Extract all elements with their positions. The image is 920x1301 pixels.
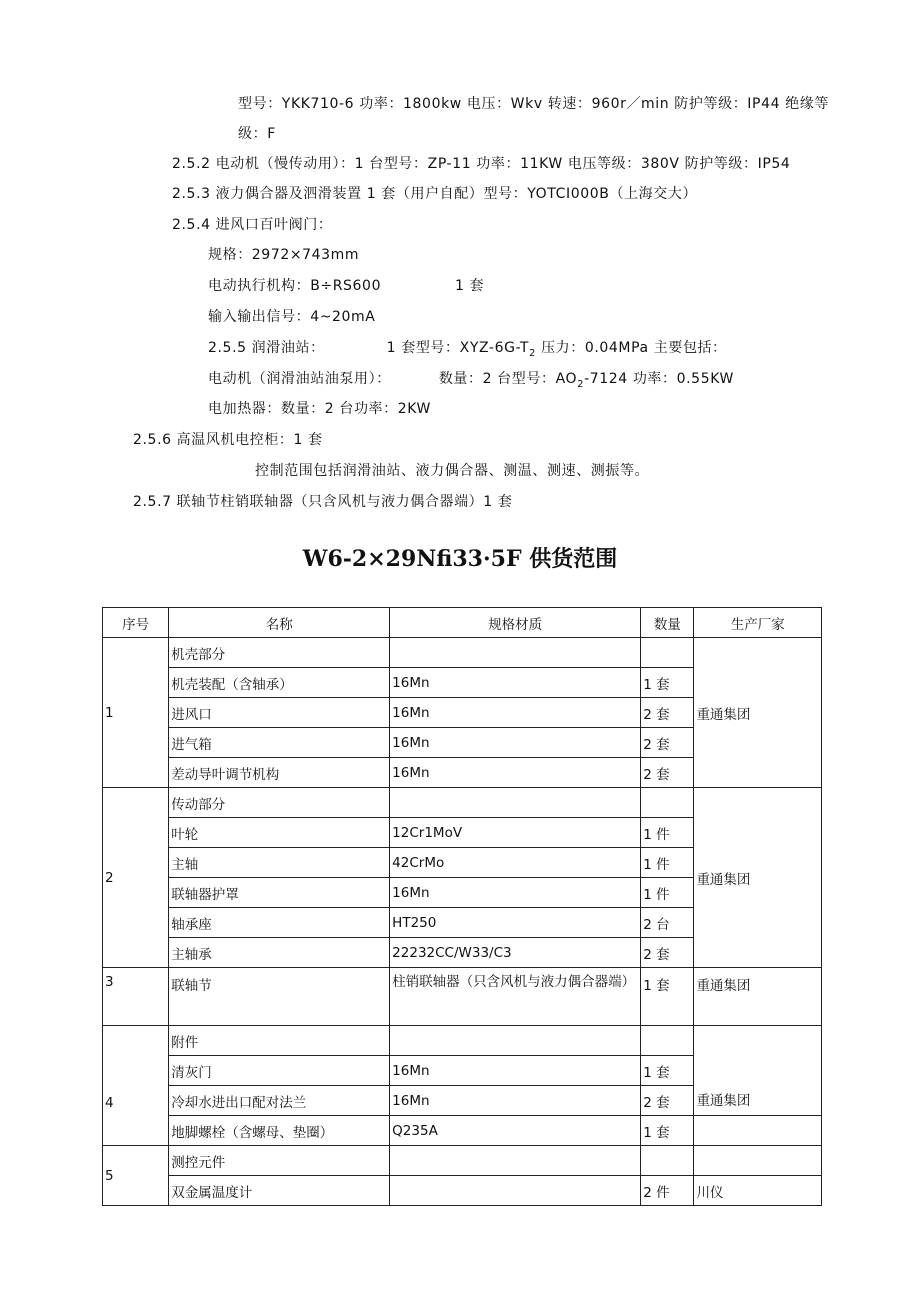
item-spec: HT250 [390, 908, 641, 938]
spec-line-size: 规格：2972×743mm [208, 247, 360, 263]
item-name: 传动部分 [169, 788, 390, 818]
group-no: 1 [103, 638, 169, 788]
table-row [103, 1146, 822, 1176]
group-maker: 重通集团 [694, 788, 822, 968]
item-spec: 22232CC/W33/C3 [390, 938, 641, 968]
header-qty: 数量 [641, 608, 694, 638]
item-spec: 16Mn [390, 1086, 641, 1116]
item-spec: 16Mn [390, 1056, 641, 1086]
item-name: 附件 [169, 1026, 390, 1056]
table-row [103, 1176, 822, 1206]
table-row [103, 638, 822, 668]
item-spec: 42CrMo [390, 848, 641, 878]
item-qty: 1 件 [641, 848, 694, 878]
group-no: 3 [103, 968, 169, 1026]
table-header-row [103, 608, 822, 638]
item-spec [390, 1146, 641, 1176]
item-name: 机壳部分 [169, 638, 390, 668]
item-qty: 2 套 [641, 698, 694, 728]
spec-line-slow-motor: 2.5.2 电动机（慢传动用）：1 台型号：ZP-11 功率：11KW 电压等级：380V 防护等级：IP54 [172, 156, 791, 172]
item-spec [390, 788, 641, 818]
item-name: 叶轮 [169, 818, 390, 848]
spec-line-oil-station [208, 338, 727, 364]
item-name: 差动导叶调节机构 [169, 758, 390, 788]
header-no: 序号 [103, 608, 169, 638]
item-spec [390, 1176, 641, 1206]
item-qty: 1 套 [641, 1116, 694, 1146]
item-name: 联轴器护罩 [169, 878, 390, 908]
item-name: 清灰门 [169, 1056, 390, 1086]
header-spec: 规格材质 [390, 608, 641, 638]
item-name: 地脚螺栓（含螺母、垫圈） [169, 1116, 390, 1146]
spec-line-coupling: 2.5.7 联轴节柱销联轴器（只含风机与液力偶合器端）1 套 [133, 494, 513, 510]
oil-pump-power: -7124 功率：0.55KW [584, 371, 734, 387]
spec-line-signal: 输入输出信号：4~20mA [208, 309, 376, 325]
item-spec: 16Mn [390, 758, 641, 788]
table-row [103, 788, 822, 818]
table-row [103, 1116, 822, 1146]
item-qty [641, 1026, 694, 1056]
item-maker: 川仪 [694, 1176, 822, 1206]
item-qty: 2 套 [641, 938, 694, 968]
group-no: 5 [103, 1146, 169, 1206]
item-qty: 1 套 [641, 1056, 694, 1086]
item-qty: 2 套 [641, 728, 694, 758]
header-name: 名称 [169, 608, 390, 638]
oil-pump-label: 电动机（润滑油站油泵用）： [208, 371, 391, 387]
oil-station-model: 1 套型号：XYZ-6G-T [386, 340, 530, 356]
spec-line-louver: 2.5.4 进风口百叶阀门： [172, 217, 333, 233]
item-name: 联轴节 [169, 968, 390, 1026]
item-name: 进风口 [169, 698, 390, 728]
item-qty [641, 638, 694, 668]
table-row [103, 1026, 822, 1056]
spec-line-oil-pump-motor [208, 369, 734, 395]
item-qty: 2 套 [641, 758, 694, 788]
item-name: 轴承座 [169, 908, 390, 938]
group-maker: 重通集团 [694, 1026, 822, 1116]
item-qty: 1 套 [641, 968, 694, 1026]
item-maker [694, 1146, 822, 1176]
spec-line-motor-model: 型号：YKK710-6 功率：1800kw 电压：Wkv 转速：960r／min 防护等级：IP44 绝缘等 [238, 96, 829, 112]
table-row [103, 968, 822, 1026]
spec-line-control-scope: 控制范围包括润滑油站、液力偶合器、测温、测速、测振等。 [255, 463, 650, 479]
group-maker-empty [694, 1116, 822, 1146]
item-spec: Q235A [390, 1116, 641, 1146]
spec-line-actuator-qty: 1 套 [455, 278, 485, 294]
item-name: 冷却水进出口配对法兰 [169, 1086, 390, 1116]
item-qty [641, 788, 694, 818]
oil-station-label: 2.5.5 润滑油站： [208, 340, 325, 356]
oil-station-pressure: 压力：0.04MPa 主要包括： [536, 340, 727, 356]
item-qty: 1 套 [641, 668, 694, 698]
table-title: W6-2×29Nfi33·5F 供货范围 [302, 546, 618, 572]
spec-line-control-cabinet: 2.5.6 高温风机电控柜：1 套 [133, 432, 323, 448]
item-qty: 2 套 [641, 1086, 694, 1116]
item-spec: 16Mn [390, 728, 641, 758]
spec-line-heater: 电加热器：数量：2 台功率：2KW [208, 401, 431, 417]
header-maker: 生产厂家 [694, 608, 822, 638]
group-no: 2 [103, 788, 169, 968]
group-maker: 重通集团 [694, 638, 822, 788]
item-name: 主轴 [169, 848, 390, 878]
item-name: 双金属温度计 [169, 1176, 390, 1206]
item-qty: 2 件 [641, 1176, 694, 1206]
item-spec [390, 638, 641, 668]
item-name: 测控元件 [169, 1146, 390, 1176]
item-spec: 16Mn [390, 878, 641, 908]
item-qty: 1 件 [641, 878, 694, 908]
spec-line-coupler: 2.5.3 液力偶合器及泗滑装置 1 套（用户自配）型号：YOTCI000B（上海交大） [172, 186, 698, 202]
item-name: 机壳装配（含轴承） [169, 668, 390, 698]
item-spec: 柱销联轴器（只含风机与液力偶合器端） [390, 968, 641, 1026]
item-spec: 16Mn [390, 668, 641, 698]
spec-line-actuator: 电动执行机构：B÷RS600 [208, 278, 382, 294]
oil-pump-model-sub: 2 [577, 378, 585, 390]
item-qty: 1 件 [641, 818, 694, 848]
oil-pump-model: 数量：2 台型号：AO [438, 371, 578, 387]
supply-scope-table [102, 607, 822, 1206]
group-no: 4 [103, 1026, 169, 1146]
group-maker: 重通集团 [694, 968, 822, 1026]
item-spec [390, 1026, 641, 1056]
item-spec: 12Cr1MoV [390, 818, 641, 848]
oil-station-model-sub: 2 [529, 347, 537, 359]
item-name: 主轴承 [169, 938, 390, 968]
item-name: 进气箱 [169, 728, 390, 758]
item-spec: 16Mn [390, 698, 641, 728]
item-qty [641, 1146, 694, 1176]
spec-line-insulation: 级：F [238, 126, 276, 142]
item-qty: 2 台 [641, 908, 694, 938]
